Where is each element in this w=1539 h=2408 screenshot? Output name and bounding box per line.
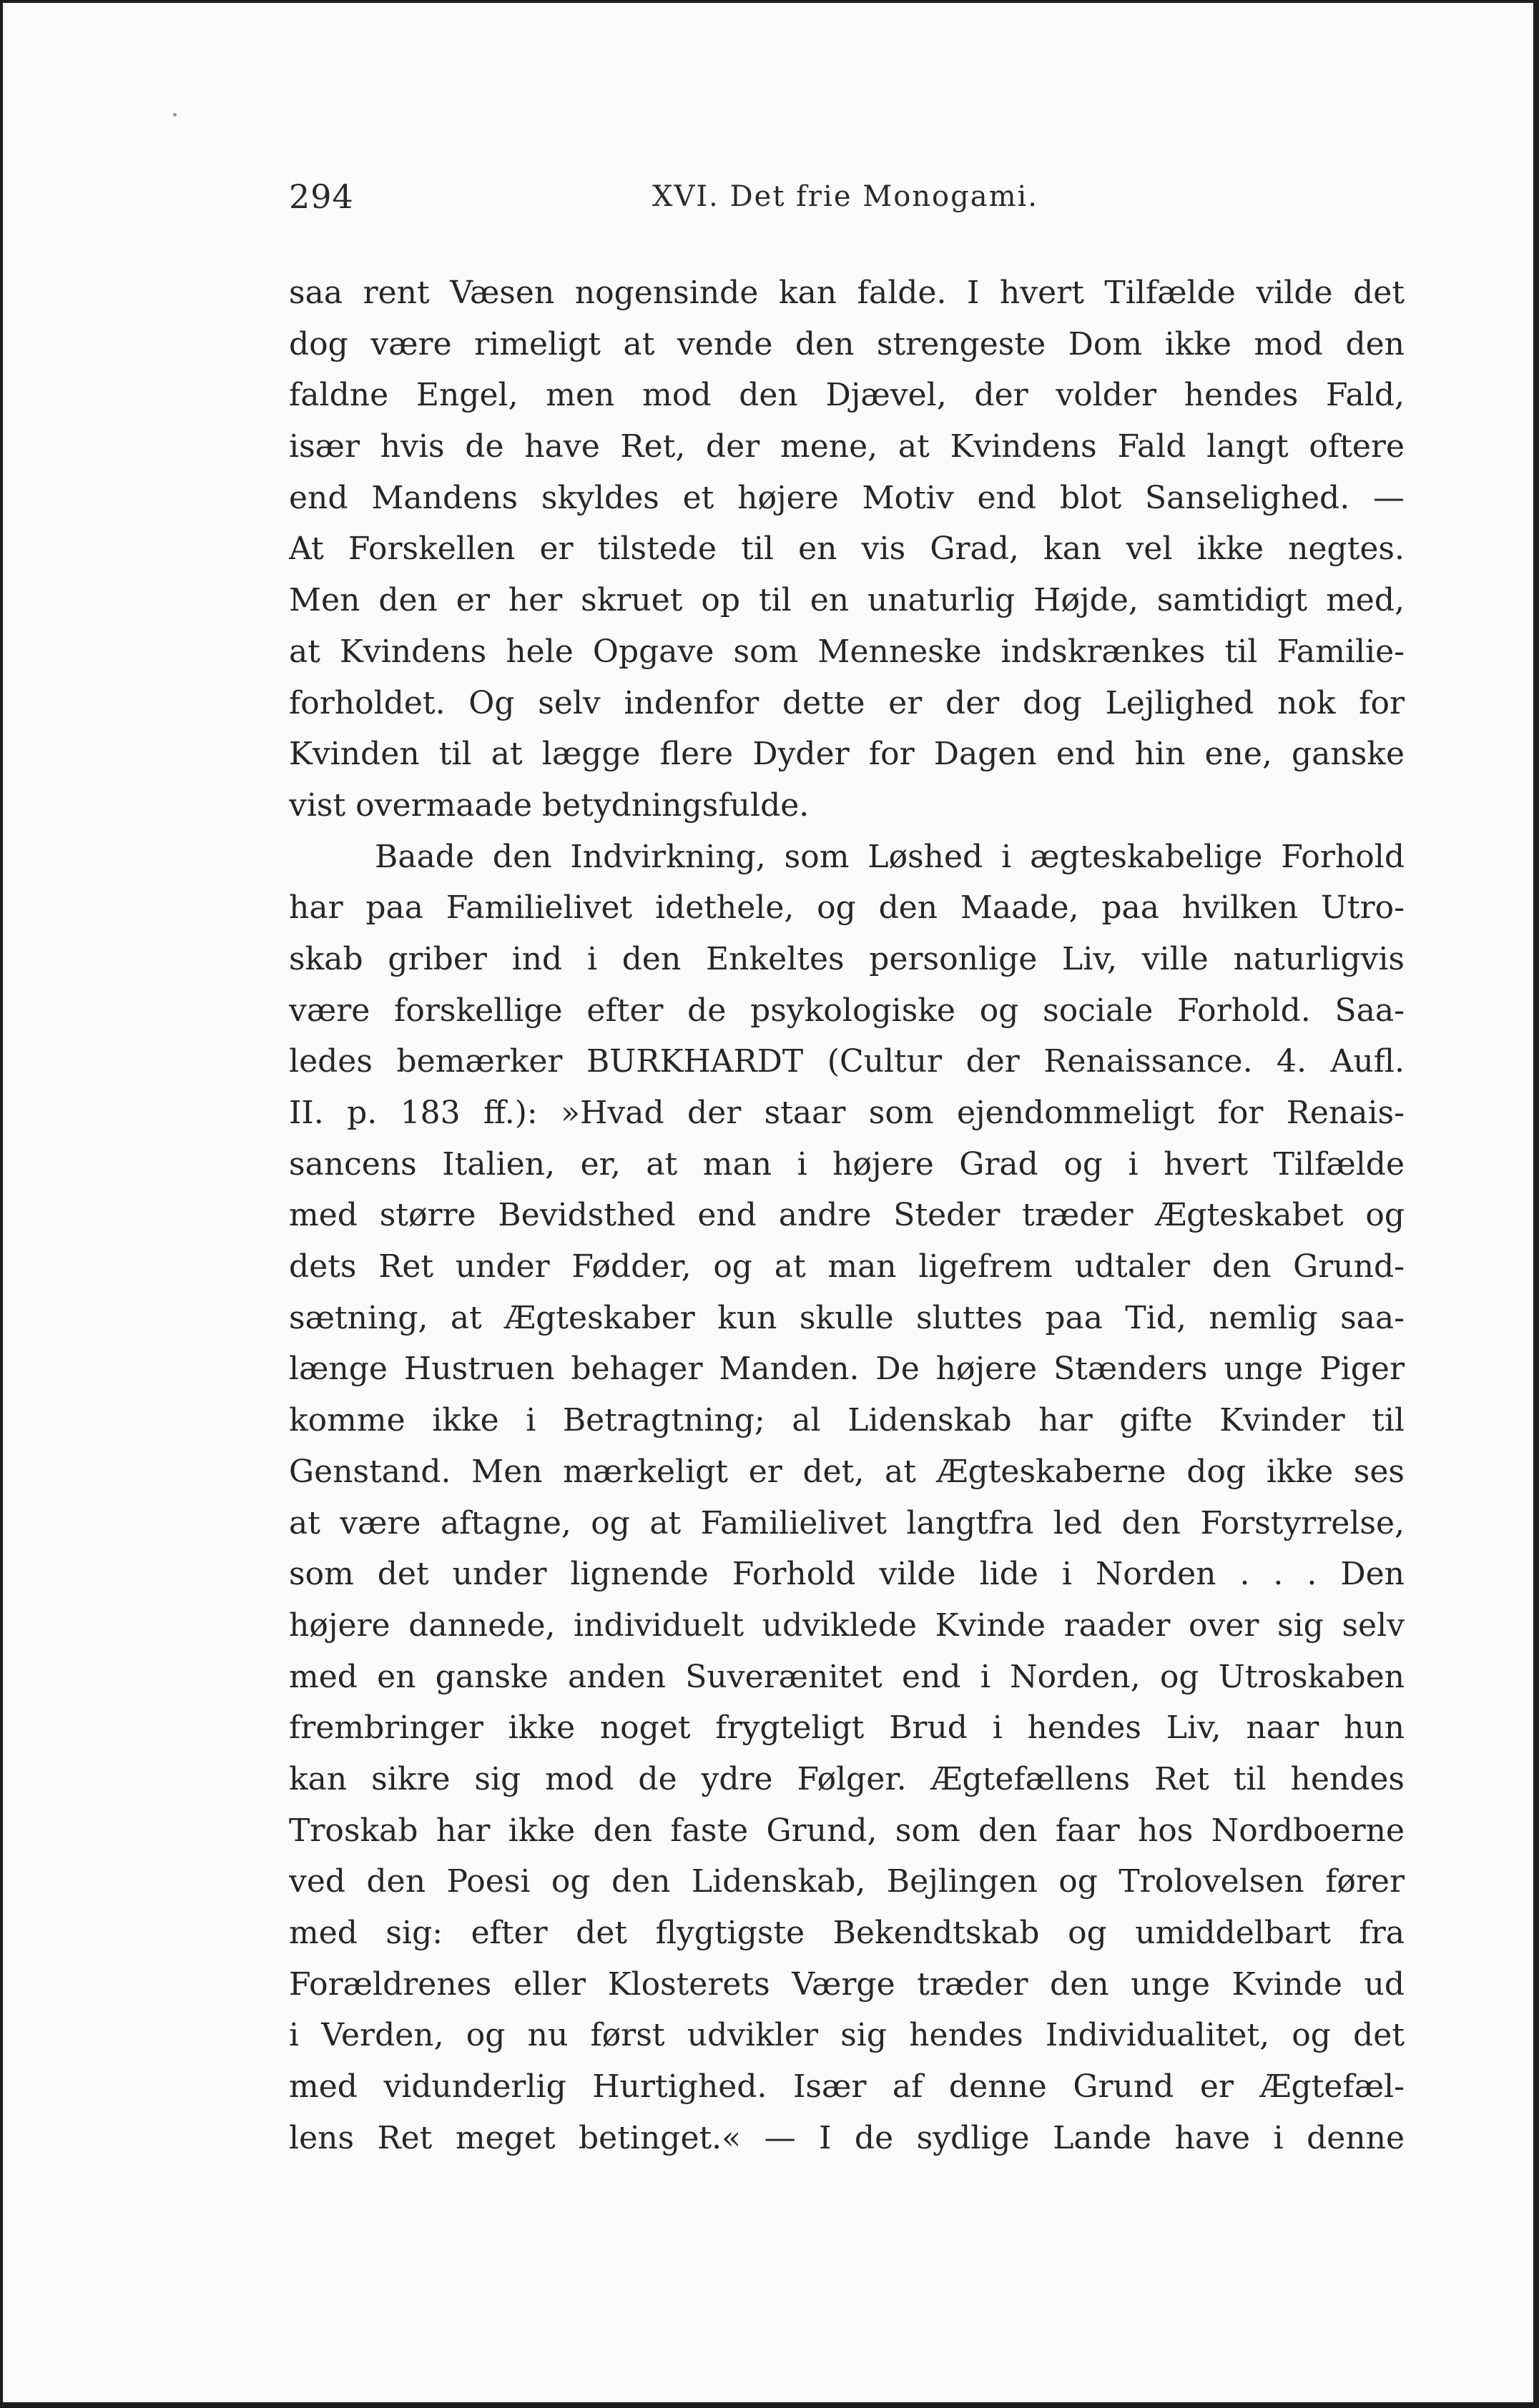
running-head — [289, 177, 1405, 220]
text-line: ledes bemærker BURKHARDT (Cultur der Renaissance. 4. Aufl. — [289, 1043, 1405, 1080]
text-line: dets Ret under Fødder, og at man ligefrem udtaler den Grund- — [289, 1248, 1405, 1286]
text-line: end Mandens skyldes et højere Motiv end blot Sanselighed. — — [289, 479, 1405, 516]
text-line: Genstand. Men mærkeligt er det, at Ægteskaberne dog ikke ses — [289, 1453, 1405, 1490]
text-line: At Forskellen er tilstede til en vis Grad, kan vel ikke negtes. — [289, 531, 1405, 568]
text-line: har paa Familielivet idethele, og den Maade, paa hvilken Utro- — [289, 889, 1405, 927]
text-line: vist overmaade betydningsfulde. — [289, 786, 810, 824]
text-line: sætning, at Ægteskaber kun skulle sluttes paa Tid, nemlig saa- — [289, 1299, 1405, 1336]
text-line: at være aftagne, og at Familielivet langtfra led den Forstyrrelse, — [289, 1504, 1405, 1541]
text-line: være forskellige efter de psykologiske og sociale Forhold. Saa- — [289, 992, 1405, 1029]
paper-sheet — [3, 3, 1533, 2402]
text-line: længe Hustruen behager Manden. De højere Stænders unge Piger — [289, 1351, 1405, 1388]
text-line: frembringer ikke noget frygteligt Brud i hendes Liv, naar hun — [289, 1709, 1405, 1747]
text-line: især hvis de have Ret, der mene, at Kvindens Fald langt oftere — [289, 428, 1405, 465]
text-line: Men den er her skruet op til en unaturlig Højde, samtidigt med, — [289, 582, 1405, 619]
text-line: med en ganske anden Suverænitet end i Norden, og Utroskaben — [289, 1658, 1405, 1695]
text-line: forholdet. Og selv indenfor dette er der dog Lejlighed nok for — [289, 684, 1405, 721]
text-line: som det under lignende Forhold vilde lide i Norden . . . Den — [289, 1556, 1405, 1593]
chapter-title: XVI. Det frie Monogami. — [652, 180, 1039, 213]
text-line: faldne Engel, men mod den Djævel, der volder hendes Fald, — [289, 377, 1405, 414]
text-line: skab griber ind i den Enkeltes personlige Liv, ville naturligvis — [289, 940, 1405, 977]
text-line: højere dannede, individuelt udviklede Kvinde raader over sig selv — [289, 1607, 1405, 1644]
page-number: 294 — [289, 177, 354, 216]
text-line: Troskab har ikke den faste Grund, som den faar hos Nordboerne — [289, 1812, 1405, 1849]
text-line: kan sikre sig mod de ydre Følger. Ægtefællens Ret til hendes — [289, 1760, 1405, 1797]
text-line: Kvinden til at lægge flere Dyder for Dagen end hin ene, ganske — [289, 736, 1405, 773]
text-line: II. p. 183 ff.): »Hvad der staar som ejendommeligt for Renais- — [289, 1095, 1405, 1131]
text-line: med vidunderlig Hurtighed. Især af denne Grund er Ægtefæl- — [289, 2068, 1405, 2106]
text-line: at Kvindens hele Opgave som Menneske indskrænkes til Familie- — [289, 633, 1405, 670]
text-line: med sig: efter det flygtigste Bekendtskab og umiddelbart fra — [289, 1915, 1405, 1951]
body-text — [289, 267, 1405, 2163]
text-line: saa rent Væsen nogensinde kan falde. I hvert Tilfælde vilde det — [289, 275, 1405, 311]
text-line: lens Ret meget betinget.« — I de sydlige Lande have i denne — [289, 2119, 1405, 2156]
text-line: sancens Italien, er, at man i højere Grad og i hvert Tilfælde — [289, 1145, 1405, 1183]
text-line: med større Bevidsthed end andre Steder træder Ægteskabet og — [289, 1197, 1405, 1234]
ink-speck — [173, 113, 177, 117]
paragraph-first-line: Baade den Indvirkning, som Løshed i ægteskabelige Forhold — [375, 838, 1405, 875]
text-line: i Verden, og nu først udvikler sig hendes Individualitet, og det — [289, 2017, 1405, 2054]
text-line: dog være rimeligt at vende den strengeste Dom ikke mod den — [289, 325, 1405, 362]
text-line: ved den Poesi og den Lidenskab, Bejlingen og Trolovelsen fører — [289, 1863, 1405, 1900]
text-line: Forældrenes eller Klosterets Værge træder den unge Kvinde ud — [289, 1965, 1405, 2003]
text-line: komme ikke i Betragtning; al Lidenskab har gifte Kvinder til — [289, 1402, 1405, 1439]
